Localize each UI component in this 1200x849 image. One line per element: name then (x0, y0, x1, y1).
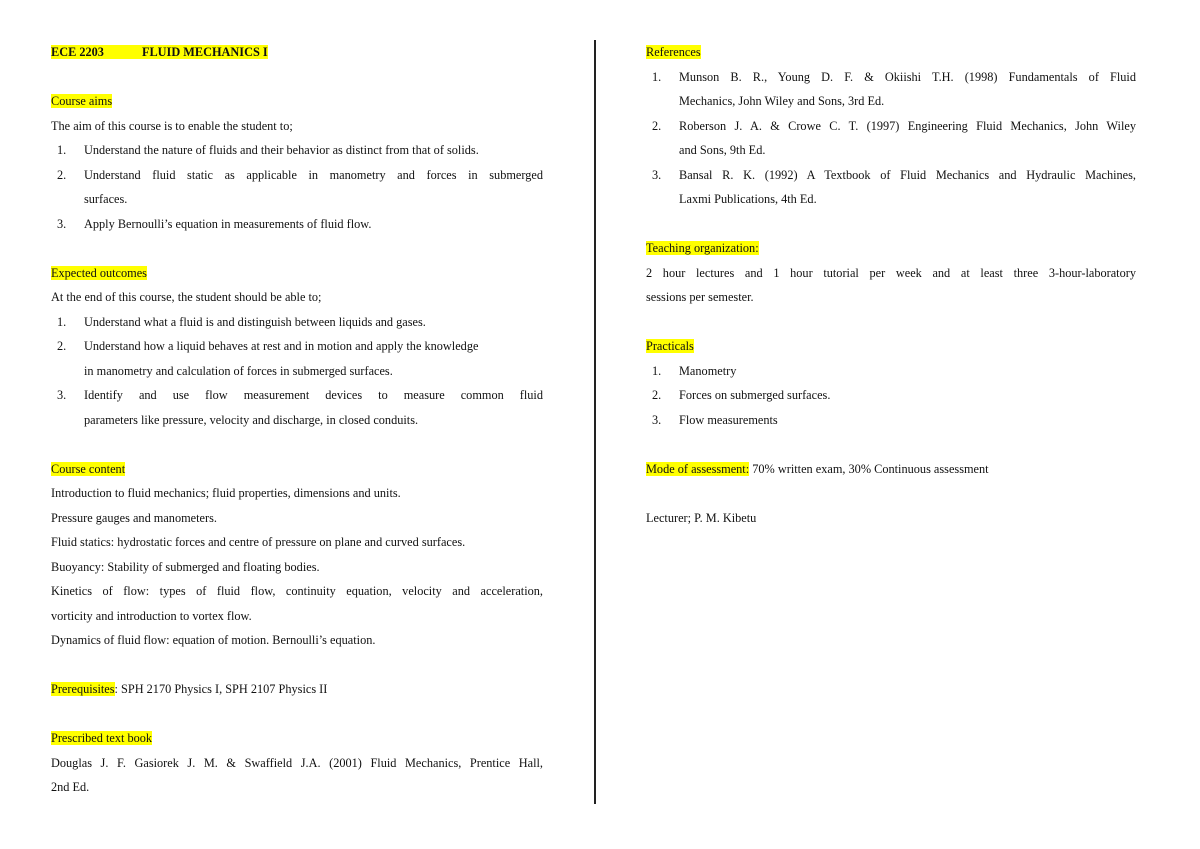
outcome-text: Understand what a fluid is and distinguish between liquids and gases. (84, 314, 426, 329)
practical-text: Flow measurements (679, 412, 778, 427)
practical-number: 1. (652, 363, 662, 378)
aims-intro: The aim of this course is to enable the student to; (51, 118, 293, 133)
practical-number: 2. (652, 388, 662, 402)
reference-item-2-cont: and Sons, 9th Ed. (679, 143, 766, 157)
content-line: Dynamics of fluid flow: equation of motion. Bernoulli’s equation. (51, 633, 376, 647)
textbook-line: Douglas J. F. Gasiorek J. M. & Swaffield J.A. (2001) Fluid Mechanics, Prentice Hall, (51, 755, 543, 770)
aim-number: 1. (57, 143, 67, 157)
outcome-text: Identify and use flow measurement devices to measure common fluid (84, 388, 543, 402)
outcome-number: 3. (57, 388, 67, 402)
aim-item-2-cont: surfaces. (84, 192, 128, 206)
practical-text: Manometry (679, 363, 737, 378)
outcome-text: Understand how a liquid behaves at rest and in motion and apply the knowledge (84, 339, 479, 353)
outcomes-intro: At the end of this course, the student should be able to; (51, 290, 322, 304)
reference-number: 2. (652, 118, 662, 133)
aims-heading: Course aims (51, 94, 113, 108)
reference-item-3-cont: Laxmi Publications, 4th Ed. (679, 192, 817, 206)
course-header-highlight (51, 45, 268, 59)
references-heading: References (646, 45, 701, 59)
outcome-item-2-cont: in manometry and calculation of forces in submerged surfaces. (84, 363, 393, 378)
reference-item-1-cont: Mechanics, John Wiley and Sons, 3rd Ed. (679, 94, 885, 108)
content-line: vorticity and introduction to vortex flow. (51, 608, 252, 623)
outcome-item-1 (51, 310, 543, 335)
outcome-number: 1. (57, 314, 67, 329)
outcome-number: 2. (57, 339, 67, 353)
reference-number: 1. (652, 69, 662, 84)
content-line: Fluid statics: hydrostatic forces and centre of pressure on plane and curved surfaces. (51, 535, 466, 549)
prereq-text: : SPH 2170 Physics I, SPH 2107 Physics II (114, 682, 328, 696)
practical-item (646, 408, 1136, 433)
reference-text: Munson B. R., Young D. F. & Okiishi T.H. (1998) Fundamentals of Fluid (679, 69, 1136, 84)
aim-number: 3. (57, 216, 67, 231)
outcomes-heading: Expected outcomes (51, 265, 147, 280)
outcome-item-2 (51, 334, 543, 359)
practical-item (646, 359, 1136, 384)
assessment-text: 70% written exam, 30% Continuous assessment (749, 461, 989, 476)
textbook-line: 2nd Ed. (51, 780, 90, 794)
reference-item-2 (646, 114, 1136, 139)
teaching-line: 2 hour lectures and 1 hour tutorial per week and at least three 3-hour-laboratory (646, 265, 1136, 280)
column-divider (594, 40, 596, 804)
aim-item-3 (51, 212, 543, 237)
reference-item-1 (646, 65, 1136, 90)
prerequisites (51, 677, 543, 702)
textbook-heading: Prescribed text book (51, 731, 153, 745)
practical-text: Forces on submerged surfaces. (679, 388, 831, 402)
prereq-heading: Prerequisites (51, 682, 115, 696)
lecturer: Lecturer; P. M. Kibetu (646, 510, 757, 525)
outcome-item-3 (51, 383, 543, 408)
assessment (646, 457, 1136, 482)
outcome-item-3-cont: parameters like pressure, velocity and discharge, in closed conduits. (84, 412, 419, 427)
right-column (646, 40, 1136, 530)
content-heading: Course content (51, 461, 126, 476)
assessment-heading: Mode of assessment: (646, 461, 750, 476)
reference-number: 3. (652, 167, 662, 182)
course-title: FLUID MECHANICS I (141, 45, 268, 59)
teaching-heading: Teaching organization: (646, 241, 759, 255)
content-line: Introduction to fluid mechanics; fluid properties, dimensions and units. (51, 486, 401, 500)
content-line: Pressure gauges and manometers. (51, 510, 217, 525)
aim-item-2 (51, 163, 543, 188)
course-header (51, 40, 543, 65)
reference-text: Roberson J. A. & Crowe C. T. (1997) Engineering Fluid Mechanics, John Wiley (679, 118, 1136, 133)
practical-number: 3. (652, 412, 662, 427)
teaching-line: sessions per semester. (646, 290, 754, 304)
aim-text: Understand the nature of fluids and their behavior as distinct from that of solids. (84, 143, 479, 157)
left-column (51, 40, 543, 800)
content-line: Buoyancy: Stability of submerged and floating bodies. (51, 559, 320, 574)
aim-text: Apply Bernoulli’s equation in measurements of fluid flow. (84, 216, 372, 231)
aim-item-1 (51, 138, 543, 163)
content-line: Kinetics of flow: types of fluid flow, continuity equation, velocity and acceleration, (51, 584, 543, 598)
practical-item (646, 383, 1136, 408)
aim-text: Understand fluid static as applicable in manometry and forces in submerged (84, 167, 543, 182)
aim-number: 2. (57, 167, 67, 182)
course-code: ECE 2203 (51, 45, 104, 59)
practicals-heading: Practicals (646, 339, 694, 353)
reference-text: Bansal R. K. (1992) A Textbook of Fluid Mechanics and Hydraulic Machines, (679, 167, 1136, 182)
reference-item-3 (646, 163, 1136, 188)
